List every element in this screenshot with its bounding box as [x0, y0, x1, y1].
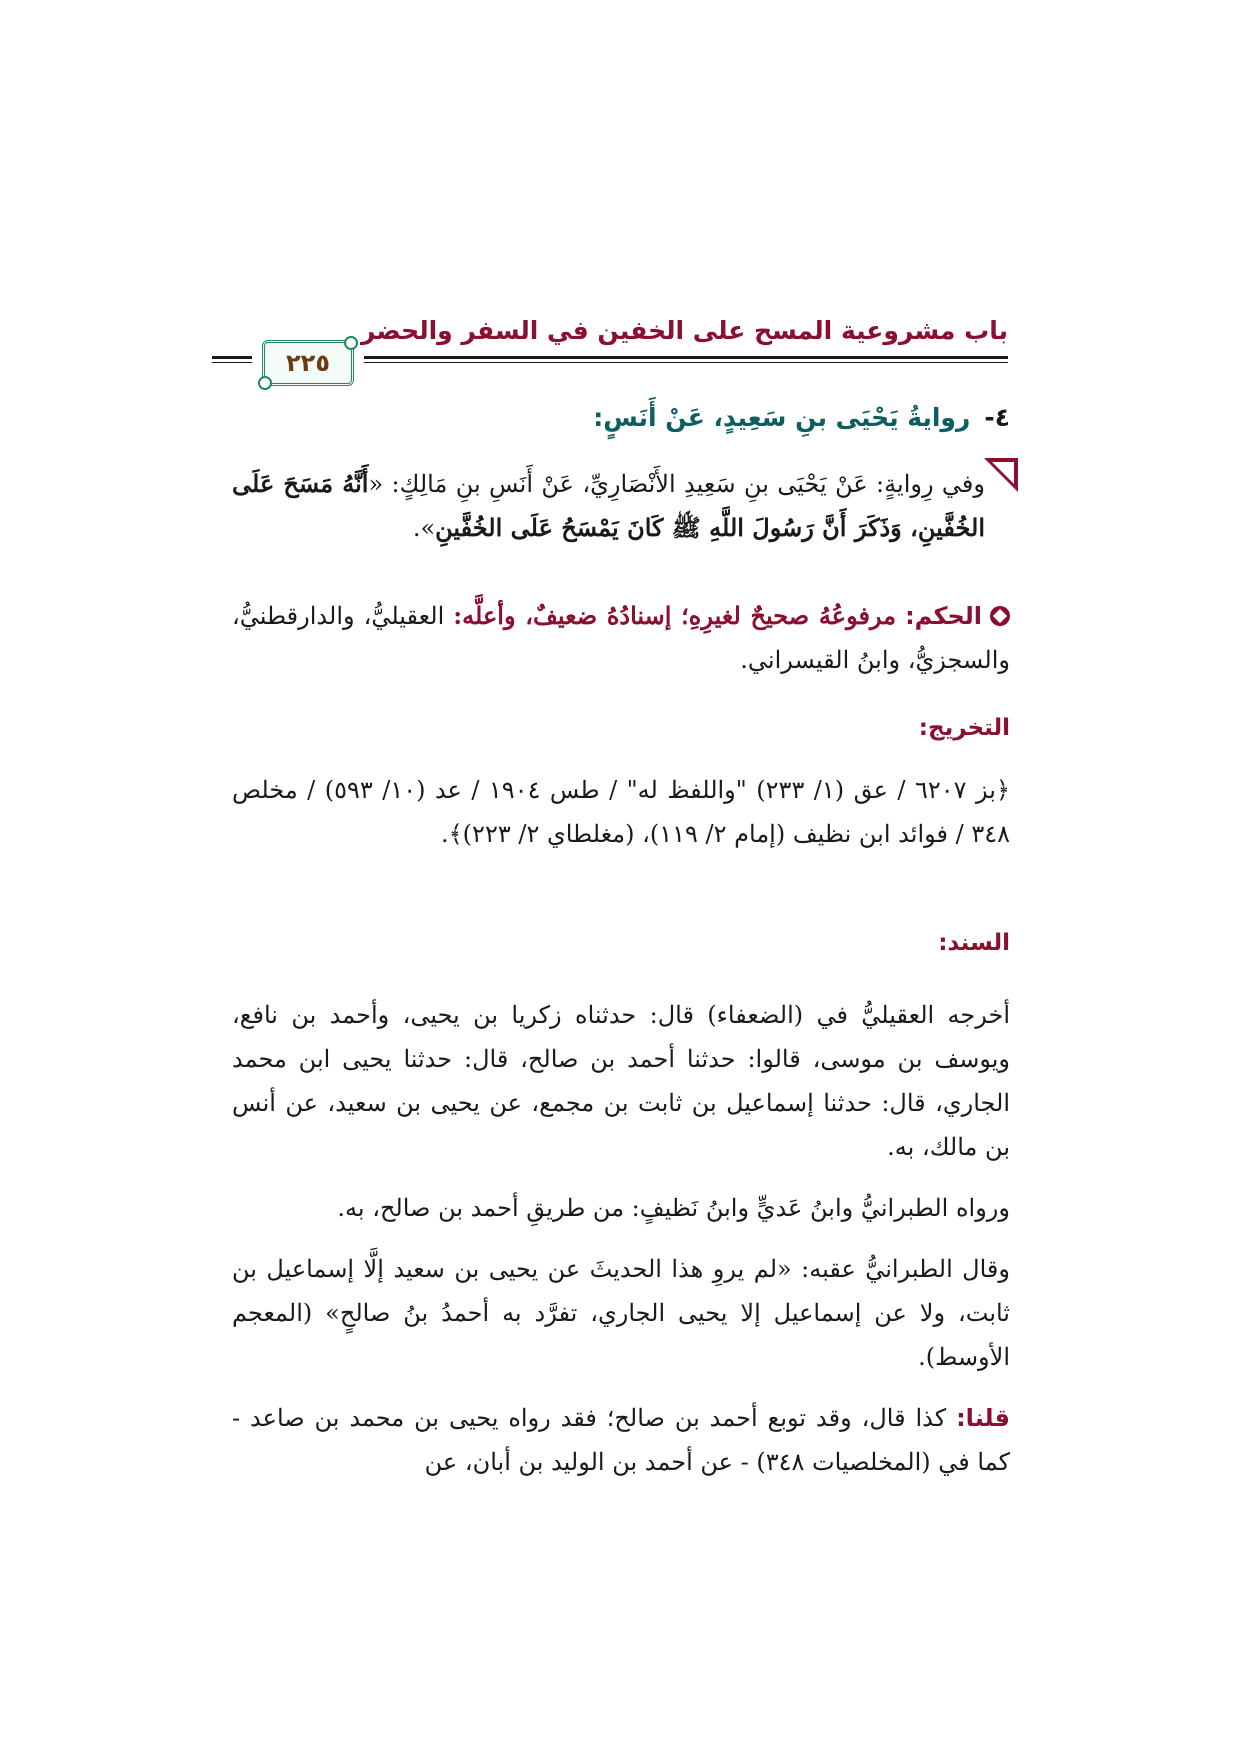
hadith-matn: أَنَّهُ مَسَحَ عَلَى الخُفَّينِ، وَذَكَرَ أَنَّ رَسُولَ اللَّهِ ﷺ كَانَ يَمْسَحُ عَلَى الخُفَّينِ [232, 469, 985, 542]
sanad-paragraph-2: ورواه الطبرانيُّ وابنُ عَديٍّ وابنُ نَظيفٍ: من طريقِ أحمد بن صالح، به. [337, 1194, 1010, 1222]
hadith-text [232, 462, 985, 550]
running-title: باب مشروعية المسح على الخفين في السفر والحضر [361, 316, 1008, 345]
ruling-critics: العقيليُّ، والدارقطنيُّ، والسجزيُّ، وابنُ القيسراني. [232, 602, 1010, 674]
sanad-paragraph-1: أخرجه العقيليُّ في (الضعفاء) قال: حدثناه زكريا بن يحيى، وأحمد بن نافع، ويوسف بن موسى، قالوا: حدثنا أحمد بن صالح، قال: حدثنا يحيى ابن محمد الجاري، قال: حدثنا إسماعيل بن ثابت بن مجمع، عن يحيى بن سعيد، عن أنس بن مالك، به. [232, 1001, 1011, 1161]
header-rule-left [212, 356, 252, 359]
header-rule-right [364, 356, 1008, 359]
ruling-verdict: مرفوعُهُ صحيحٌ لغيرِهِ؛ إسنادُهُ ضعيفٌ، وأعلَّه: [453, 601, 897, 630]
page-number-badge [262, 340, 354, 386]
header-rule-left-thin [212, 362, 252, 363]
section-number: ٤- [984, 403, 1010, 432]
hadith-outro: ». [412, 514, 436, 542]
takhrij-text: ﴿بز ٦٢٠٧ / عق (١/ ٢٣٣) "واللفظ له" / طس ١٩٠٤ / عد (١٠/ ٥٩٣) / مخلص ٣٤٨ / فوائد ابن نظيف (إمام ٢/ ١١٩)، (مغلطاي ٢/ ٢٢٣)﴾. [232, 776, 1011, 848]
sanad-heading: السند: [938, 930, 1010, 956]
ruling-label: الحكم: [905, 602, 982, 630]
qulna-lead: قلنا: [956, 1404, 1010, 1432]
page-number: ٢٢٥ [286, 349, 330, 377]
section-title-text: روايةُ يَحْيَى بنِ سَعِيدٍ، عَنْ أَنَسٍ: [593, 403, 971, 432]
sanad-paragraph-3: وقال الطبرانيُّ عقبه: «لم يروِ هذا الحديثَ عن يحيى بن سعيد إلَّا إسماعيل بن ثابت، ولا عن إسماعيل إلا يحيى الجاري، تفرَّد به أحمدُ بنُ صالحٍ» (المعجم الأوسط). [232, 1255, 1010, 1371]
hadith-corner-ornament [984, 458, 1018, 492]
hadith-intro: وفي رِوايةٍ: عَنْ يَحْيَى بنِ سَعِيدِ الأَنْصَارِيِّ، عَنْ أَنَسِ بنِ مَالِكٍ: « [368, 470, 985, 498]
ruling-ornament-icon [990, 606, 1010, 626]
header-rule-right-thin [364, 362, 1008, 363]
section-title [593, 403, 1010, 432]
ruling-paragraph [232, 594, 1010, 682]
sanad-paragraph-4-text: كذا قال، وقد توبع أحمد بن صالح؛ فقد رواه يحيى بن محمد بن صاعد - كما في (المخلصيات ٣٤٨) - عن أحمد بن الوليد بن أبان، عن [232, 1404, 1010, 1476]
takhrij-heading: التخريج: [918, 715, 1010, 741]
sanad-paragraph-4 [232, 1396, 1010, 1484]
